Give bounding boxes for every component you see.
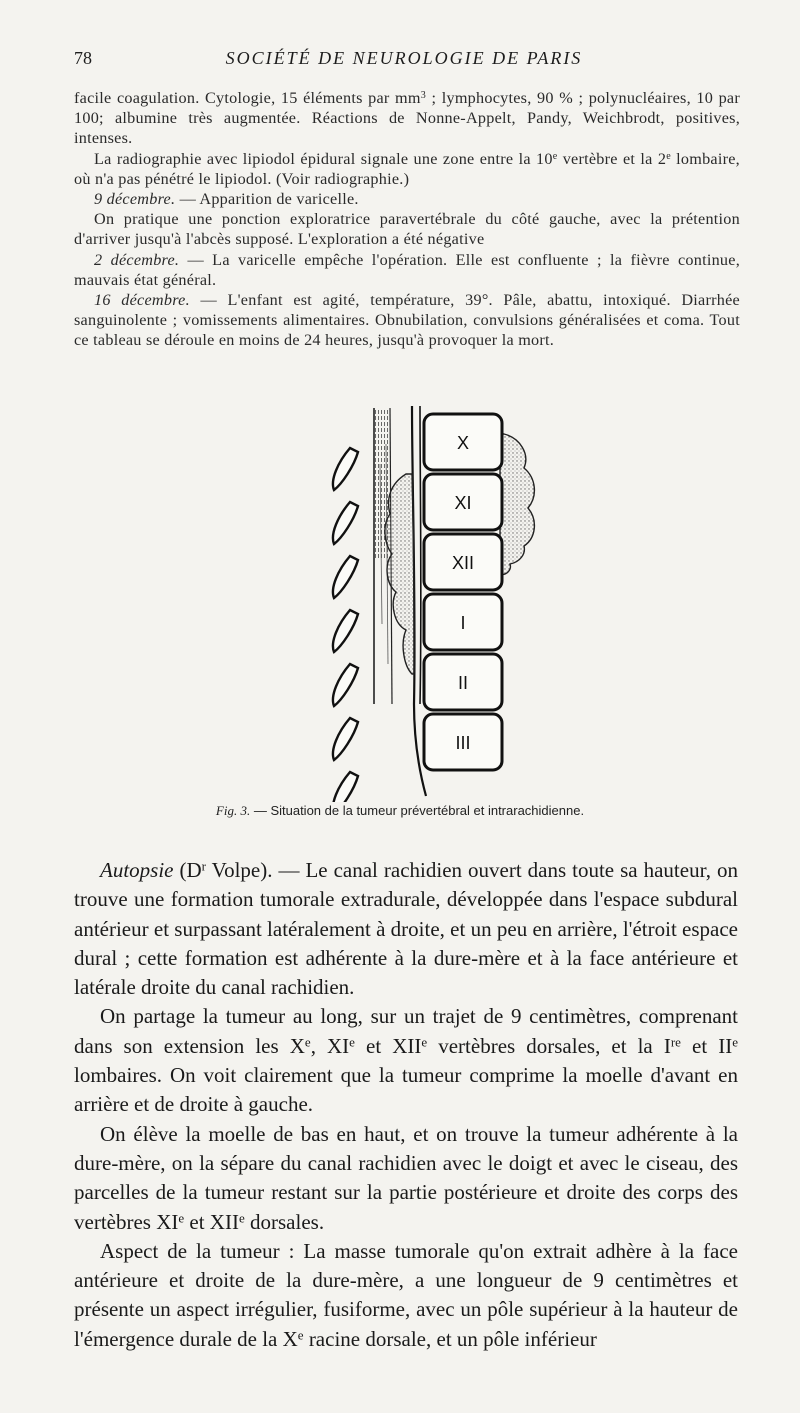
figure-caption-text: — Situation de la tumeur prévertébral et intrarachidienne. (250, 803, 585, 818)
case-note-paragraph: 9 décembre. — Apparition de varicelle. (94, 190, 359, 209)
spinous-process (333, 664, 358, 706)
spinous-process (333, 448, 358, 490)
spinous-process (333, 556, 358, 598)
figure-spine-diagram (320, 404, 550, 802)
case-note-paragraph: La radiographie avec lipiodol épidural signale une zone entre la 10e vertèbre et la 2e lombaire, où n'a pas pénétré le lipiodol. (Voir radiographie.) (74, 149, 740, 188)
vertebra-label: X (456, 433, 470, 453)
body-paragraph: Autopsie ($D^r$ Volpe). — Le canal rachidien ouvert dans toute sa hauteur, on trouve une formation tumorale extradurale, développée dans l'espace subdural antérieur et surpassant latéralement à droite, et un peu en arrière, l'étroit espace dural ; cette formation est adhérente à la dure-mère et à la face antérieure et latérale droite du canal rachidien. (74, 858, 738, 1000)
case-notes (74, 88, 740, 351)
page-number: 78 (74, 48, 92, 68)
tumor-intrarachidian (385, 474, 414, 674)
vertebral-bodies (424, 414, 502, 770)
vertebra-label: XII (451, 553, 475, 573)
case-note-paragraph: 16 décembre. — L'enfant est agité, température, 39°. Pâle, abattu, intoxiqué. Diarrhée sanguinolente ; vomissements alimentaires. Obnubilation, convulsions généralisées et coma. Tout ce tableau se déroule en moins de 24 heures, jusqu'à provoquer la mort. (74, 291, 740, 350)
running-title: SOCIÉTÉ DE NEUROLOGIE DE PARIS (225, 48, 583, 68)
vertebra-label: I (460, 613, 466, 633)
spinous-process (333, 502, 358, 544)
case-note-paragraph: 2 décembre. — La varicelle empêche l'opération. Elle est confluente ; la fièvre continue, mauvais état général. (74, 250, 740, 289)
tumor-prevertebral (500, 434, 534, 574)
body-paragraph: On élève la moelle de bas en haut, et on trouve la tumeur adhérente à la dure-mère, on la sépare du canal rachidien avec le doigt et avec le ciseau, des parcelles de la tumeur restant sur la partie postérieure et droite des corps des vertèbres XIe et XIIe dorsales. (74, 1121, 738, 1234)
figure-label: Fig. 3. (215, 803, 251, 818)
case-note-paragraph: facile coagulation. Cytologie, 15 éléments par $mm^3$ ; lymphocytes, 90 % ; polynucléaires, 10 par 100; albumine très augmentée. Réactions de Nonne-Appelt, Pandy, Weichbrodt, positives, intenses. (74, 89, 740, 148)
spinal-cord (374, 408, 392, 704)
spinous-process (333, 610, 358, 652)
spinous-process (333, 718, 358, 760)
autopsy-text (74, 856, 738, 1354)
body-paragraph: Aspect de la tumeur : La masse tumorale qu'on extrait adhère à la face antérieure et droite de la dure-mère, a une longueur de 9 centimètres et présente un aspect irrégulier, fusiforme, avec un pôle supérieur à la hauteur de l'émergence durale de la Xe racine dorsale, et un pôle inférieur (74, 1238, 738, 1351)
figure-caption (0, 803, 800, 819)
vertebra-label: III (455, 733, 471, 753)
posterior-arches (333, 448, 358, 802)
vertebra-label: II (457, 673, 469, 693)
case-note-paragraph: On pratique une ponction exploratrice paravertébrale du côté gauche, avec la prétention d'arriver jusqu'à l'abcès supposé. L'exploration a été négative (74, 210, 740, 249)
running-head (74, 48, 734, 74)
body-paragraph: On partage la tumeur au long, sur un trajet de 9 centimètres, comprenant dans son extension les Xe, XIe et XIIe vertèbres dorsales, et la Ire et IIe lombaires. On voit clairement que la tumeur comprime la moelle d'avant en arrière et de droite à gauche. (74, 1004, 738, 1117)
spine-illustration (320, 404, 550, 802)
vertebra-label: XI (454, 493, 472, 513)
spinous-process (333, 772, 358, 802)
